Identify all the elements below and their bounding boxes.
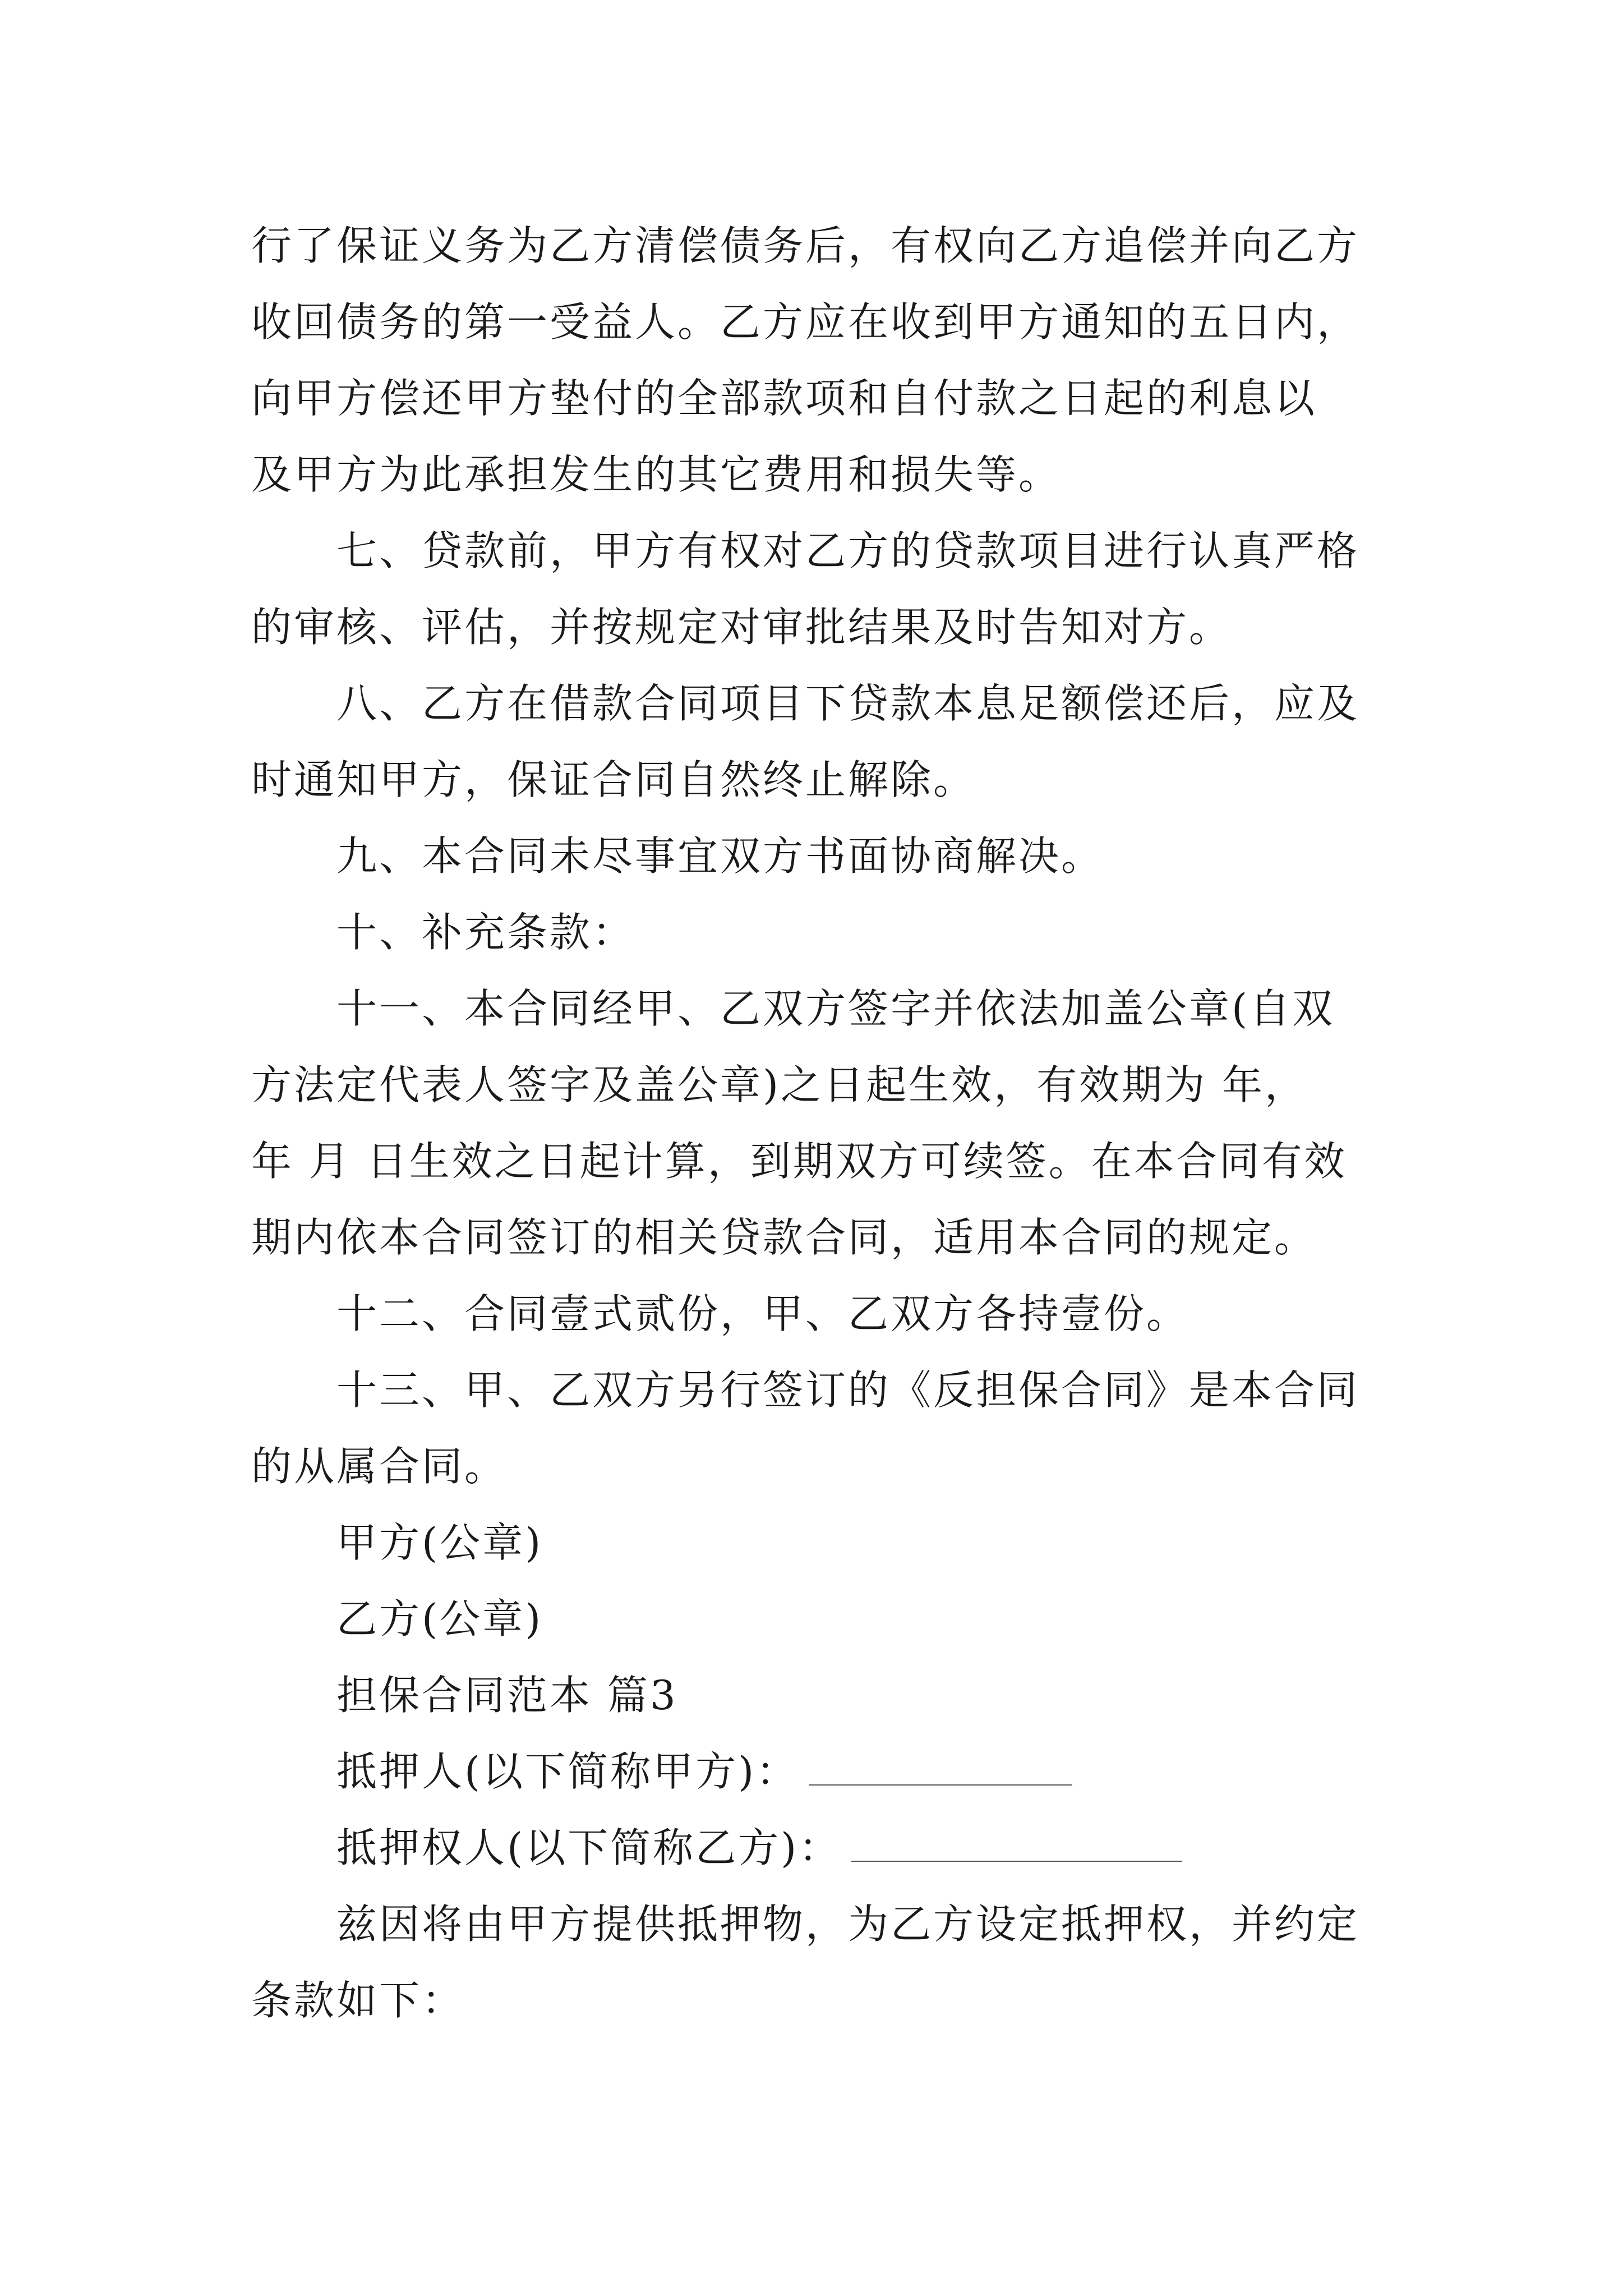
clause-13: 十三、甲、乙双方另行签订的《反担保合同》是本合同 <box>336 1366 1360 1414</box>
mortgagor-line <box>251 1733 1390 1810</box>
clause-7: 七、贷款前，甲方有权对乙方的贷款项目进行认真严格 <box>336 527 1360 574</box>
paragraph-line: 及甲方为此承担发生的其它费用和损失等。 <box>251 451 1062 498</box>
section-heading: 担保合同范本 篇3 <box>336 1672 678 1719</box>
mortgagee-label: 抵押权人(以下简称乙方)： <box>336 1824 842 1871</box>
paragraph-line: 的从属合同。 <box>251 1443 508 1490</box>
clause-10: 十、补充条款： <box>336 909 635 956</box>
mortgagor-blank <box>809 1751 1072 1786</box>
mortgagor-label: 抵押人(以下简称甲方)： <box>336 1748 799 1795</box>
paragraph-line: 兹因将由甲方提供抵押物，为乙方设定抵押权，并约定 <box>336 1901 1360 1948</box>
paragraph-line: 年 月 日生效之日起计算，到期双方可续签。在本合同有效 <box>251 1138 1347 1185</box>
party-b-seal: 乙方(公章) <box>336 1595 543 1642</box>
paragraph-line: 行了保证义务为乙方清偿债务后，有权向乙方追偿并向乙方 <box>251 222 1360 269</box>
paragraph-line: 方法定代表人签字及盖公章)之日起生效，有效期为 年， <box>251 1061 1307 1108</box>
clause-8: 八、乙方在借款合同项目下贷款本息足额偿还后，应及 <box>336 680 1360 727</box>
clause-12: 十二、合同壹式贰份，甲、乙双方各持壹份。 <box>336 1290 1189 1337</box>
clause-11: 十一、本合同经甲、乙双方签字并依法加盖公章(自双 <box>336 985 1335 1032</box>
paragraph-line: 收回债务的第一受益人。乙方应在收到甲方通知的五日内， <box>251 298 1360 346</box>
paragraph-line: 条款如下： <box>251 1977 465 2024</box>
mortgagee-blank <box>851 1827 1182 1862</box>
paragraph-line: 向甲方偿还甲方垫付的全部款项和自付款之日起的利息以 <box>251 375 1317 422</box>
paragraph-line: 期内依本合同签订的相关贷款合同，适用本合同的规定。 <box>251 1214 1317 1261</box>
mortgagee-line <box>251 1810 1390 1886</box>
document-page <box>251 208 1390 2039</box>
paragraph-line: 的审核、评估，并按规定对审批结果及时告知对方。 <box>251 604 1232 651</box>
clause-9: 九、本合同未尽事宜双方书面协商解决。 <box>336 832 1104 880</box>
party-a-seal: 甲方(公章) <box>336 1519 543 1566</box>
paragraph-line: 时通知甲方，保证合同自然终止解除。 <box>251 756 976 803</box>
